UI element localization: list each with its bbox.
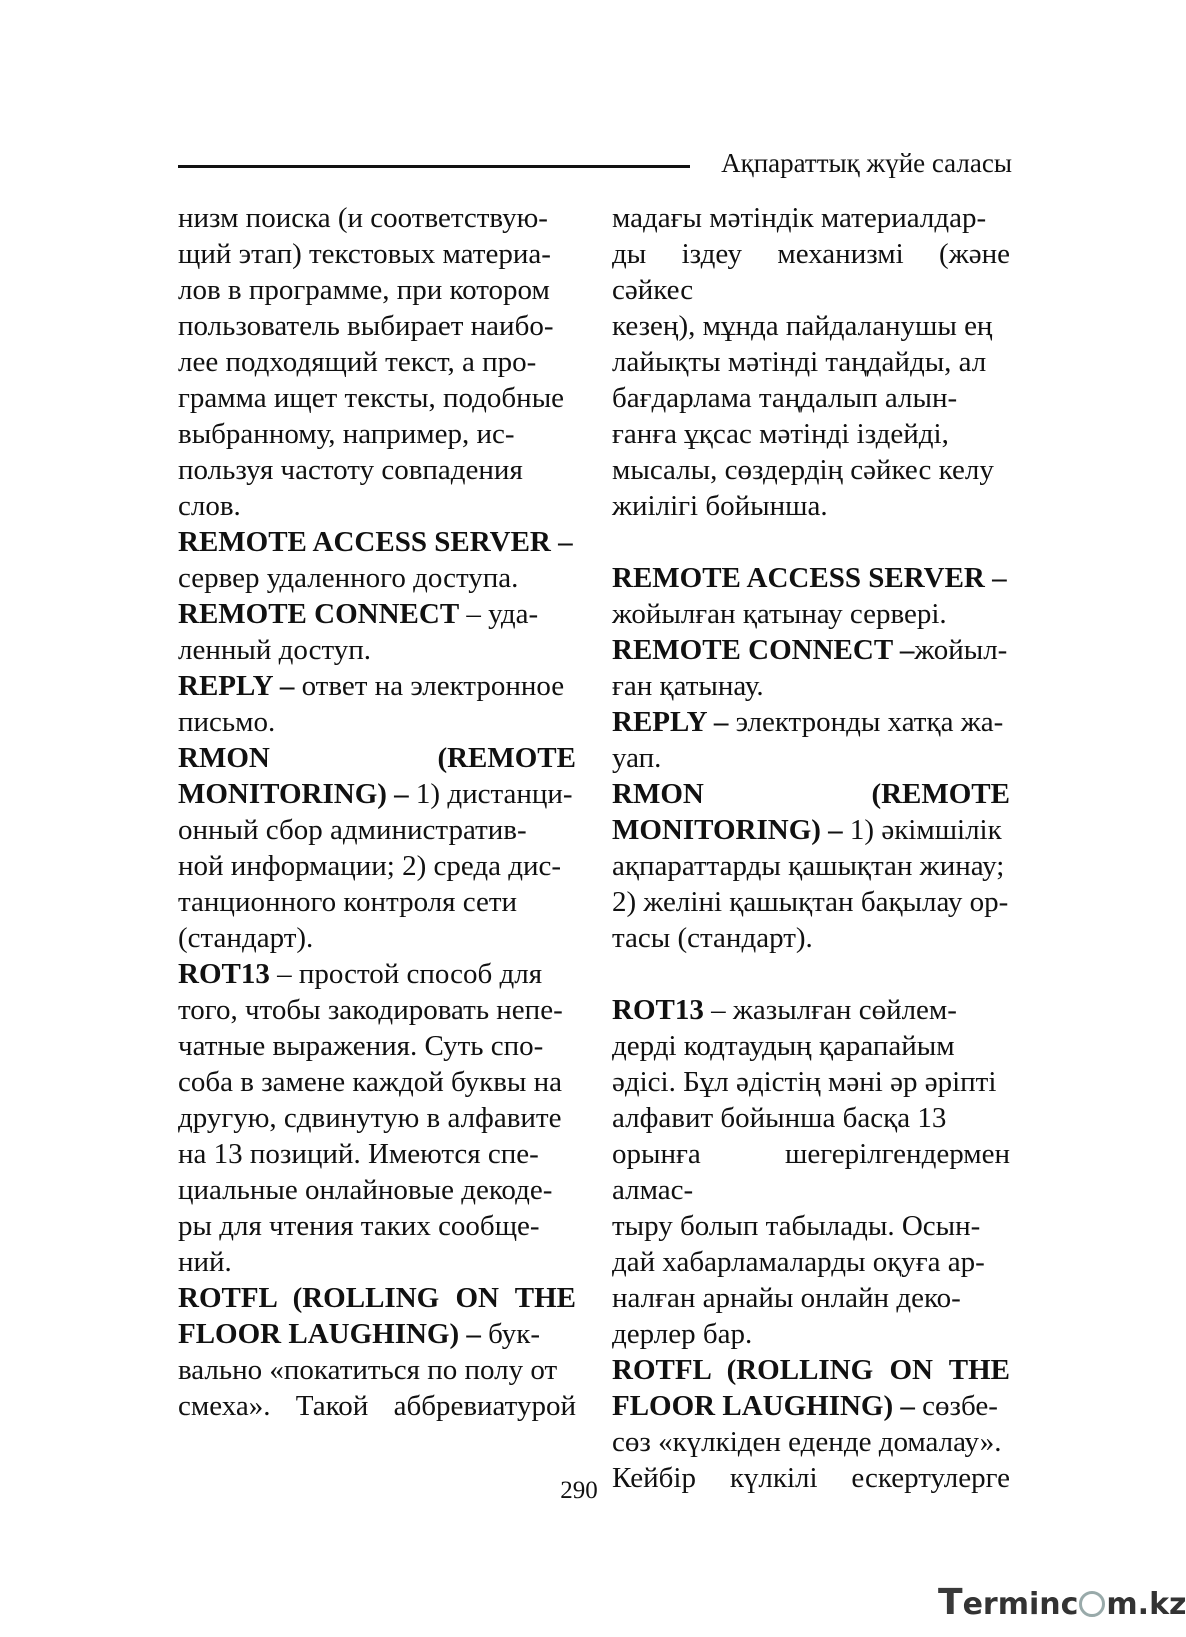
entry-term: ROT13 <box>178 958 270 990</box>
entry-term: MONITORING) <box>178 778 387 810</box>
entry-remote-access-server: REMOTE ACCESS SERVER – жойылған қатынау сервері. <box>612 562 1007 630</box>
entry-term: RMON (REMOTE <box>612 778 1010 810</box>
entry-term: REPLY <box>178 670 273 702</box>
entry-term: ROT13 <box>612 994 704 1026</box>
entry-term: REMOTE ACCESS SERVER <box>612 562 985 594</box>
continued-text: мадағы мәтіндік материалдар- ды іздеу механизмі (және сәйкес кезең), мұнда пайдаланушы ең лайықты мәтінді таңдайды, ал бағдарлама таңдалып алын- ғанға ұқсас мәтінді іздейді, мысалы, сөздердің сәйкес келу жиілігі бойынша. <box>612 202 1010 522</box>
magnifier-icon <box>1079 1591 1105 1617</box>
entry-term: REMOTE ACCESS SERVER <box>178 526 551 558</box>
entry-term: RMON (REMOTE <box>178 742 576 774</box>
header-title: Ақпараттық жүйе саласы <box>721 148 1012 178</box>
entry-rmon: RMON (REMOTE MONITORING) – 1) дистанци- онный сбор административ- ной информации; 2) среда дис- танционного контроля сети (стандарт). <box>178 742 576 954</box>
entry-term: ROTFL (ROLLING ON THE <box>612 1354 1010 1386</box>
entry-remote-access-server: REMOTE ACCESS SERVER – сервер удаленного доступа. <box>178 526 573 594</box>
running-header <box>178 142 1012 182</box>
entry-term: FLOOR LAUGHING) <box>178 1318 460 1350</box>
page-number: 290 <box>560 1477 598 1504</box>
entry-term: MONITORING) <box>612 814 821 846</box>
entry-rotfl: ROTFL (ROLLING ON THE FLOOR LAUGHING) – бук- вально «покатиться по полу от смеха». Такой аббревиатурой <box>178 1282 576 1422</box>
entry-term: REMOTE CONNECT <box>178 598 460 630</box>
entry-reply: REPLY – электронды хатқа жа- уап. <box>612 706 1004 774</box>
entry-rot13: ROT13 – простой способ для того, чтобы закодировать непе- чатные выражения. Суть спо- соба в замене каждой буквы на другую, сдвинутую в алфавите на 13 позиций. Имеются спе- циальные онлайновые декоде- ры для чтения таких сообще- ний. <box>178 958 563 1278</box>
continued-text: низм поиска (и соответствую- щий этап) текстовых материа- лов в программе, при котором пользователь выбирает наибо- лее подходящий текст, а про- грамма ищет тексты, подобные выбранному, например, ис- пользуя частоту совпадения слов. <box>178 202 565 522</box>
entry-remote-connect: REMOTE CONNECT – уда- ленный доступ. <box>178 598 539 666</box>
entry-term: REMOTE CONNECT <box>612 634 893 666</box>
entry-term: REPLY <box>612 706 707 738</box>
entry-term: ROTFL (ROLLING ON THE <box>178 1282 576 1314</box>
site-watermark: Terminc m.kz <box>938 1582 1186 1623</box>
entry-remote-connect: REMOTE CONNECT –жойыл- ған қатынау. <box>612 634 1008 702</box>
column-kazakh <box>612 200 1010 1496</box>
column-russian <box>178 200 576 1424</box>
entry-rot13: ROT13 – жазылған сөйлем- дерді кодтаудың қарапайым әдісі. Бұл әдістің мәні әр әріпті алфавит бойынша басқа 13 орынға шегерілгендермен алмас- тыру болып табылады. Осын- дай хабарламаларды оқуға ар- налған арнайы онлайн деко- дерлер бар. <box>612 994 1010 1350</box>
header-rule <box>178 165 690 168</box>
entry-rotfl: ROTFL (ROLLING ON THE FLOOR LAUGHING) – сөзбе- сөз «күлкіден еденде домалау». Кейбір күлкілі ескертулерге <box>612 1354 1010 1494</box>
entry-term: FLOOR LAUGHING) <box>612 1390 894 1422</box>
entry-reply: REPLY – ответ на электронное письмо. <box>178 670 565 738</box>
entry-rmon: RMON (REMOTE MONITORING) – 1) әкімшілік ақпараттарды қашықтан жинау; 2) желіні қашықтан бақылау ор- тасы (стандарт). <box>612 778 1010 954</box>
